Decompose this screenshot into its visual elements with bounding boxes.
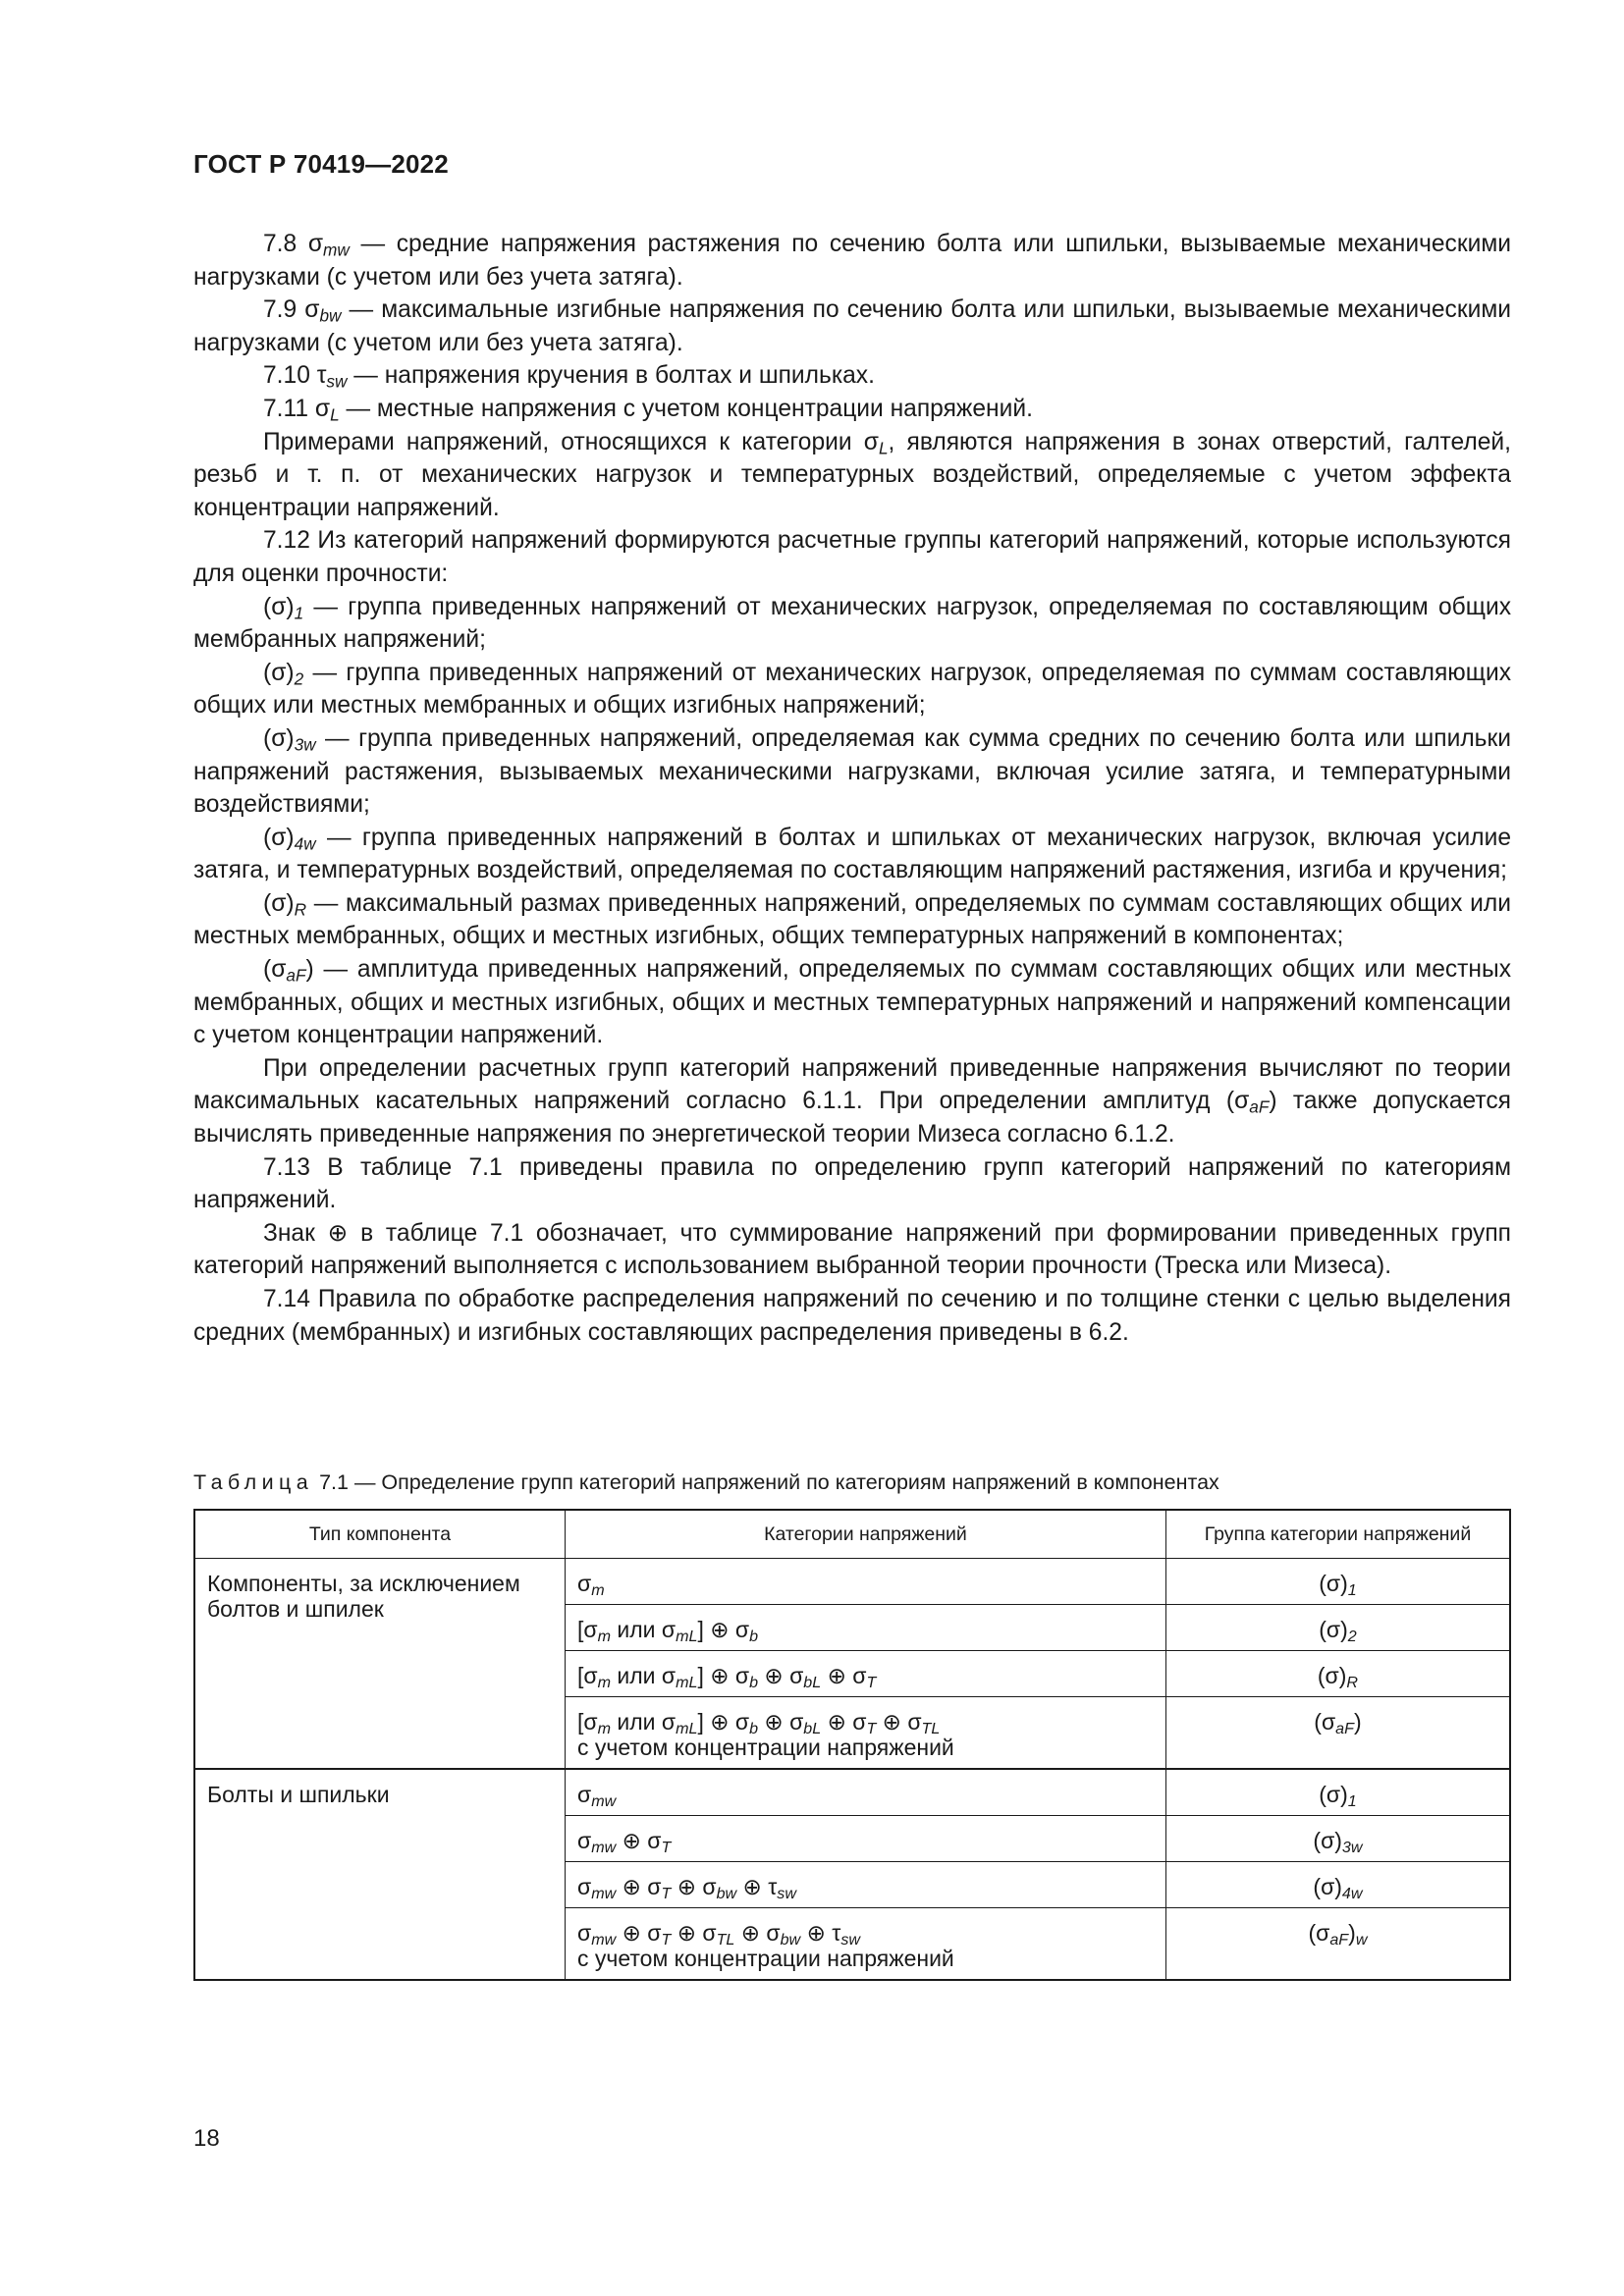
cell-stress-group: $(\sigma)_1$ xyxy=(1165,1769,1510,1816)
table-caption-text: 7.1 — Определение групп категорий напряжений по категориям напряжений в компонентах xyxy=(319,1470,1219,1494)
clause-7-11: 7.11 $\sigma_L$ — местные напряжения с учетом концентрации напряжений. xyxy=(263,395,1033,425)
group-sigma-3w: $(\sigma)_{3w}$ — группа приведенных напряжений, определяемая как сумма средних по сечению болта или шпильки напряжений растяжения, вызываемых механическими нагрузками, включая усилие затяга, и температурными воздействиями; xyxy=(193,724,1511,819)
clause-7-8: 7.8 $\sigma_{mw}$ — средние напряжения растяжения по сечению болта или шпильки, вызываемые механическими нагрузками (с учетом или без учета затяга). xyxy=(193,231,1511,291)
cell-stress-group: $(\sigma)_2$ xyxy=(1165,1605,1510,1651)
cell-stress-category: $\sigma_{mw}$ ⊕ $\sigma_T$ ⊕ $\sigma_{bw}$ ⊕ $\tau_{sw}$ xyxy=(565,1862,1165,1908)
group-sigma-2: $(\sigma)_2$ — группа приведенных напряжений от механических нагрузок, определяемая по суммам составляющих общих или местных мембранных и общих изгибных напряжений; xyxy=(193,659,1511,720)
cell-stress-category: $\sigma_{mw}$ ⊕ $\sigma_T$ xyxy=(565,1816,1165,1862)
group-sigma-r: $(\sigma)_R$ — максимальный размах приведенных напряжений, определяемых по суммам составляющих общих или местных мембранных, общих и местных изгибных, общих температурных напряжений в компонентах; xyxy=(193,889,1511,950)
clause-7-12: 7.12 Из категорий напряжений формируются расчетные группы категорий напряжений, которые используются для оценки прочности: xyxy=(193,527,1511,587)
clause-7-11-example: Примерами напряжений, относящихся к категории $\sigma_L$, являются напряжения в зонах отверстий, галтелей, резьб и т. п. от механических нагрузок и температурных воздействий, определяемые с учетом эффекта концентрации напряжений. xyxy=(193,428,1511,521)
cell-stress-group: $(\sigma)_{3w}$ xyxy=(1165,1816,1510,1862)
clause-7-12-note: При определении расчетных групп категорий напряжений приведенные напряжения вычисляют по теории максимальных касательных напряжений согласно 6.1.1. При определении амплитуд $(\sigma_{aF})$ также допускается вычислять приведенные напряжения по энергетической теории Мизеса согласно 6.1.2. xyxy=(193,1054,1511,1148)
header-stress-categories: Категории напряжений xyxy=(565,1510,1165,1559)
page-number: 18 xyxy=(193,2125,220,2152)
cell-stress-group: $(\sigma_{aF})_w$ xyxy=(1165,1908,1510,1981)
cell-component-type: Болты и шпильки xyxy=(194,1769,565,1980)
cell-stress-category: $\sigma_m$ xyxy=(565,1559,1165,1605)
cell-stress-category: $\sigma_{mw}$ ⊕ $\sigma_T$ ⊕ $\sigma_{TL}$ ⊕ $\sigma_{bw}$ ⊕ $\tau_{sw}$ с учетом концентрации напряжений xyxy=(565,1908,1165,1981)
header-stress-group: Группа категории напряжений xyxy=(1165,1510,1510,1559)
group-sigma-af: $(\sigma_{aF})$ — амплитуда приведенных напряжений, определяемых по суммам составляющих общих или местных мембранных, общих и местных изгибных, общих и местных температурных напряжений и напряжений компенсации с учетом концентрации напряжений. xyxy=(193,956,1511,1049)
cell-stress-group: $(\sigma)_R$ xyxy=(1165,1651,1510,1697)
table-body xyxy=(194,1559,1510,1981)
clause-7-13-sign: Знак ⊕ в таблице 7.1 обозначает, что суммирование напряжений при формировании приведенных групп категорий напряжений выполняется с использованием выбранной теории прочности (Треска или Мизеса). xyxy=(193,1219,1511,1280)
cell-stress-category: [$\sigma_m$ или $\sigma_{mL}$] ⊕ $\sigma_b$ xyxy=(565,1605,1165,1651)
cell-stress-group: $(\sigma)_1$ xyxy=(1165,1559,1510,1605)
clause-7-14: 7.14 Правила по обработке распределения напряжений по сечению и по толщине стенки с целью выделения средних (мембранных) и изгибных составляющих распределения приведены в 6.2. xyxy=(193,1286,1511,1346)
clause-7-9: 7.9 $\sigma_{bw}$ — максимальные изгибные напряжения по сечению болта или шпильки, вызываемые механическими нагрузками (с учетом или без учета затяга). xyxy=(193,296,1511,356)
document-body xyxy=(193,228,1511,1349)
table-caption xyxy=(193,1468,1511,1496)
table-caption-label: Таблица xyxy=(193,1470,314,1494)
cell-stress-category: [$\sigma_m$ или $\sigma_{mL}$] ⊕ $\sigma_b$ ⊕ $\sigma_{bL}$ ⊕ $\sigma_T$ xyxy=(565,1651,1165,1697)
group-sigma-1: $(\sigma)_1$ — группа приведенных напряжений от механических нагрузок, определяемая по составляющим общих мембранных напряжений; xyxy=(193,593,1511,654)
cell-stress-category: [$\sigma_m$ или $\sigma_{mL}$] ⊕ $\sigma_b$ ⊕ $\sigma_{bL}$ ⊕ $\sigma_T$ ⊕ $\sigma_{TL}$ с учетом концентрации напряжений xyxy=(565,1697,1165,1770)
header-component-type: Тип компонента xyxy=(194,1510,565,1559)
group-sigma-4w: $(\sigma)_{4w}$ — группа приведенных напряжений в болтах и шпильках от механических нагрузок, включая усилие затяга, и температурных воздействий, определяемая по составляющим напряжений растяжения, изгиба и кручения; xyxy=(193,824,1511,884)
document-header: ГОСТ Р 70419—2022 xyxy=(193,149,449,179)
table-row xyxy=(194,1559,1510,1605)
clause-7-10: 7.10 $\tau_{sw}$ — напряжения кручения в болтах и шпильках. xyxy=(263,362,875,392)
stress-groups-table xyxy=(193,1509,1511,1981)
table-row xyxy=(194,1769,1510,1816)
cell-component-type: Компоненты, за исключением болтов и шпилек xyxy=(194,1559,565,1770)
cell-stress-category: $\sigma_{mw}$ xyxy=(565,1769,1165,1816)
clause-7-13: 7.13 В таблице 7.1 приведены правила по определению групп категорий напряжений по категориям напряжений. xyxy=(193,1153,1511,1214)
cell-stress-group: $(\sigma)_{4w}$ xyxy=(1165,1862,1510,1908)
cell-stress-group: $(\sigma_{aF})$ xyxy=(1165,1697,1510,1770)
table-header-row xyxy=(194,1510,1510,1559)
